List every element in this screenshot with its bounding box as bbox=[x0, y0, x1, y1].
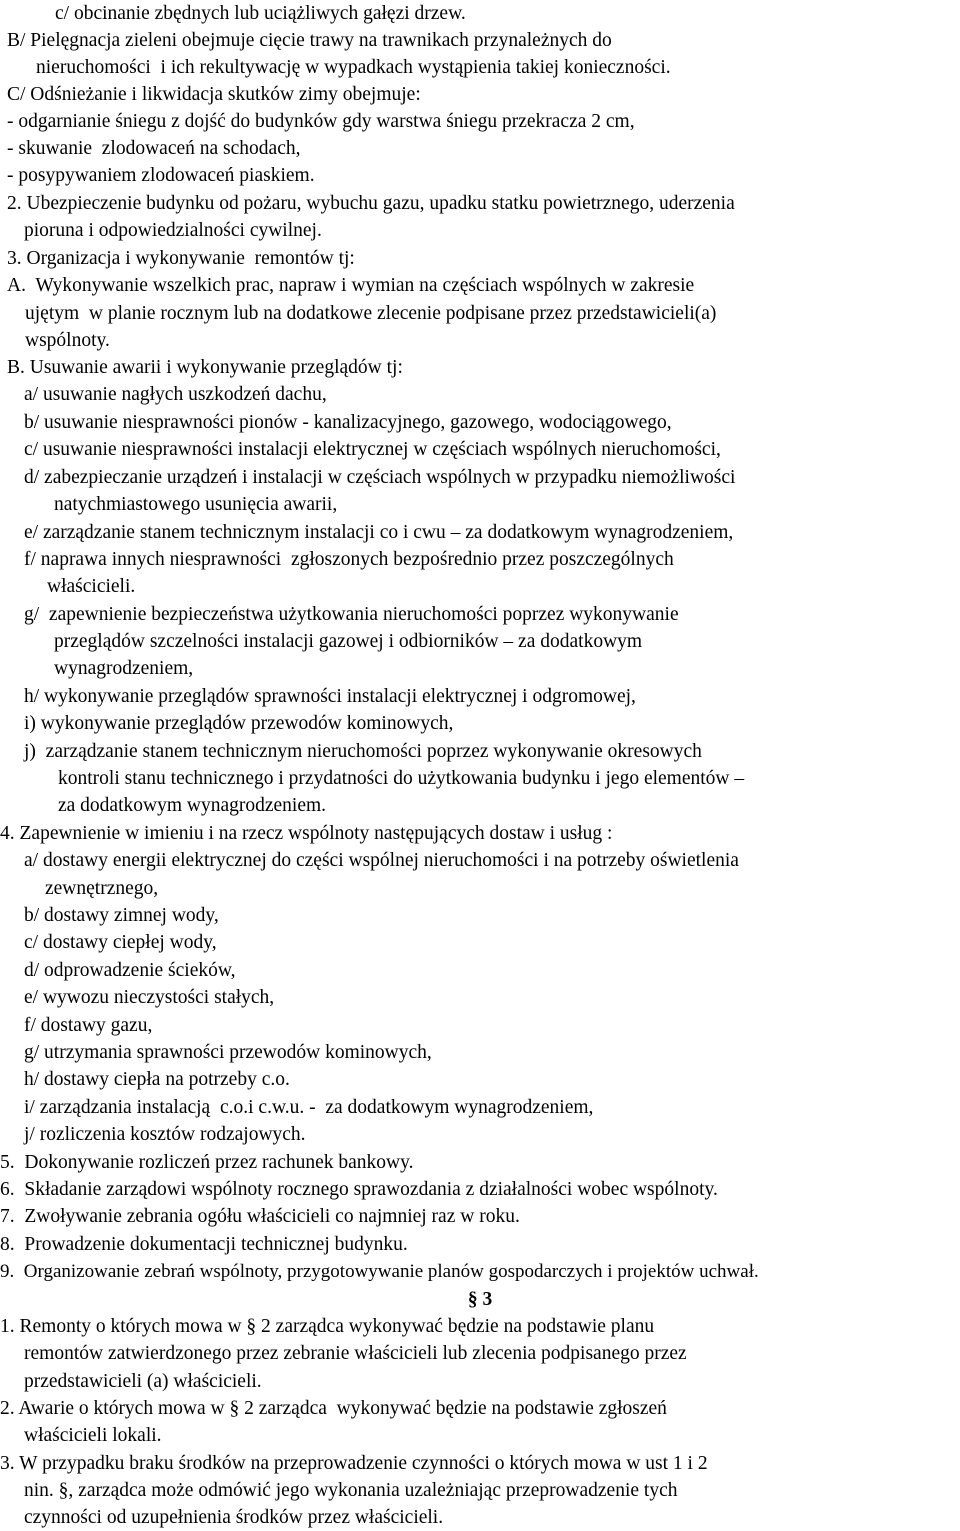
text-line: 2. Ubezpieczenie budynku od pożaru, wybuchu gazu, upadku statku powietrznego, uderzenia bbox=[7, 193, 735, 214]
text-line: 4. Zapewnienie w imieniu i na rzecz wspólnoty następujących dostaw i usług : bbox=[0, 823, 613, 844]
text-line: 7. Zwoływanie zebrania ogółu właścicieli co najmniej raz w roku. bbox=[0, 1206, 520, 1227]
text-line: j) zarządzanie stanem technicznym nieruchomości poprzez wykonywanie okresowych bbox=[24, 741, 702, 762]
text-line: natychmiastowego usunięcia awarii, bbox=[54, 494, 338, 515]
text-line: za dodatkowym wynagrodzeniem. bbox=[58, 795, 327, 816]
text-line: - posypywaniem zlodowaceń piaskiem. bbox=[7, 165, 315, 186]
text-line: B. Usuwanie awarii i wykonywanie przeglądów tj: bbox=[7, 357, 403, 378]
text-line: zewnętrznego, bbox=[45, 878, 159, 899]
text-line: f/ dostawy gazu, bbox=[24, 1015, 153, 1036]
text-line: 3. Organizacja i wykonywanie remontów tj: bbox=[7, 248, 355, 269]
text-line: - odgarnianie śniegu z dojść do budynków gdy warstwa śniegu przekracza 2 cm, bbox=[7, 111, 635, 132]
text-line: i) wykonywanie przeglądów przewodów kominowych, bbox=[24, 713, 454, 734]
text-line: a/ dostawy energii elektrycznej do części wspólnej nieruchomości i na potrzeby oświetlenia bbox=[24, 850, 739, 871]
text-line: właścicieli. bbox=[47, 576, 136, 597]
text-line: A. Wykonywanie wszelkich prac, napraw i wymian na częściach wspólnych w zakresie bbox=[7, 275, 695, 296]
text-line: 1. Remonty o których mowa w § 2 zarządca wykonywać będzie na podstawie planu bbox=[0, 1316, 655, 1337]
text-line: c/ usuwanie niesprawności instalacji elektrycznej w częściach wspólnych nieruchomości, bbox=[24, 439, 721, 460]
text-line: g/ utrzymania sprawności przewodów kominowych, bbox=[24, 1042, 432, 1063]
text-line: d/ odprowadzenie ścieków, bbox=[24, 960, 236, 981]
text-line: nieruchomości i ich rekultywację w wypadkach wystąpienia takiej konieczności. bbox=[36, 57, 671, 78]
text-line: f/ naprawa innych niesprawności zgłoszonych bezpośrednio przez poszczególnych bbox=[24, 549, 674, 570]
text-line: 5. Dokonywanie rozliczeń przez rachunek bankowy. bbox=[0, 1152, 414, 1173]
text-line: 8. Prowadzenie dokumentacji technicznej budynku. bbox=[0, 1234, 408, 1255]
text-line: b/ dostawy zimnej wody, bbox=[24, 905, 219, 926]
text-line: - skuwanie zlodowaceń na schodach, bbox=[7, 138, 301, 159]
text-line: kontroli stanu technicznego i przydatności do użytkowania budynku i jego elementów – bbox=[58, 768, 745, 789]
section-heading: § 3 bbox=[467, 1289, 493, 1310]
text-line: c/ dostawy ciepłej wody, bbox=[24, 932, 217, 953]
text-line: wynagrodzeniem, bbox=[54, 658, 194, 679]
text-line: B/ Pielęgnacja zieleni obejmuje cięcie trawy na trawnikach przynależnych do bbox=[7, 30, 612, 51]
text-line: czynności od uzupełnienia środków przez właścicieli. bbox=[24, 1507, 444, 1528]
text-line: nin. §, zarządca może odmówić jego wykonania uzależniając przeprowadzenie tych bbox=[24, 1480, 678, 1501]
text-line: ujętym w planie rocznym lub na dodatkowe zlecenie podpisane przez przedstawicieli(a) bbox=[25, 303, 717, 324]
text-line: g/ zapewnienie bezpieczeństwa użytkowania nieruchomości poprzez wykonywanie bbox=[24, 604, 679, 625]
text-line: przeglądów szczelności instalacji gazowej i odbiorników – za dodatkowym bbox=[54, 631, 643, 652]
text-line: właścicieli lokali. bbox=[24, 1425, 162, 1446]
text-line: 6. Składanie zarządowi wspólnoty rocznego sprawozdania z działalności wobec wspólnoty. bbox=[0, 1179, 718, 1200]
text-line: 2. Awarie o których mowa w § 2 zarządca wykonywać będzie na podstawie zgłoszeń bbox=[0, 1398, 667, 1419]
text-line: e/ zarządzanie stanem technicznym instalacji co i cwu – za dodatkowym wynagrodzeniem, bbox=[24, 522, 734, 543]
text-line: d/ zabezpieczanie urządzeń i instalacji w częściach wspólnych w przypadku niemożliwości bbox=[24, 467, 736, 488]
text-line: c/ obcinanie zbędnych lub uciążliwych gałęzi drzew. bbox=[55, 3, 466, 24]
text-line: b/ usuwanie niesprawności pionów - kanalizacyjnego, gazowego, wodociągowego, bbox=[24, 412, 672, 433]
text-line: 3. W przypadku braku środków na przeprowadzenie czynności o których mowa w ust 1 i 2 bbox=[0, 1453, 708, 1474]
text-line: h/ wykonywanie przeglądów sprawności instalacji elektrycznej i odgromowej, bbox=[24, 686, 636, 707]
text-line: C/ Odśnieżanie i likwidacja skutków zimy obejmuje: bbox=[7, 84, 421, 105]
text-line: wspólnoty. bbox=[25, 330, 110, 351]
text-line: remontów zatwierdzonego przez zebranie właścicieli lub zlecenia podpisanego przez bbox=[24, 1343, 687, 1364]
text-line: i/ zarządzania instalacją c.o.i c.w.u. - za dodatkowym wynagrodzeniem, bbox=[24, 1097, 594, 1118]
text-line: przedstawicieli (a) właścicieli. bbox=[24, 1371, 262, 1392]
text-line: j/ rozliczenia kosztów rodzajowych. bbox=[24, 1124, 306, 1145]
text-line: h/ dostawy ciepła na potrzeby c.o. bbox=[24, 1069, 290, 1090]
text-line: e/ wywozu nieczystości stałych, bbox=[24, 987, 275, 1008]
text-line: 9. Organizowanie zebrań wspólnoty, przygotowywanie planów gospodarczych i projektów uchwał. bbox=[0, 1261, 759, 1282]
text-line: a/ usuwanie nagłych uszkodzeń dachu, bbox=[24, 384, 327, 405]
text-line: pioruna i odpowiedzialności cywilnej. bbox=[24, 220, 322, 241]
